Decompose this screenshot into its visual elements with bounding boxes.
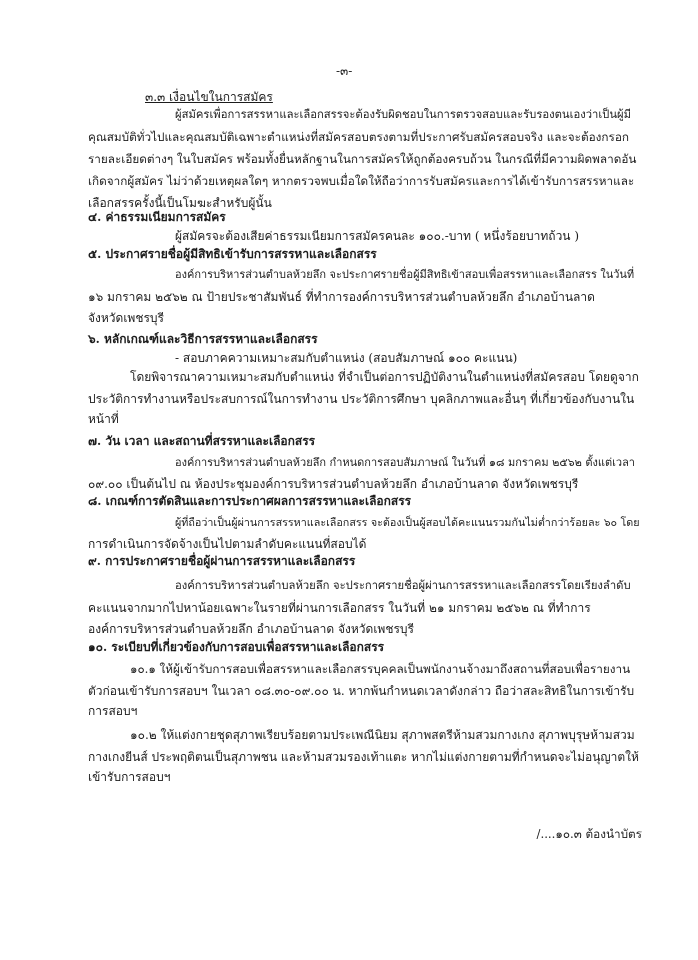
section-9-line: องค์การบริหารส่วนตำบลห้วยลึก จะประกาศรายชื่อผู้ผ่านการสรรหาและเลือกสรรโดยเรียงลำดับ [175, 579, 631, 592]
section-4-heading: ๔. ค่าธรรมเนียมการสมัคร [88, 210, 226, 224]
section-6-heading: ๖. หลักเกณฑ์และวิธีการสรรหาและเลือกสรร [88, 332, 318, 346]
section-10-1-line: การสอบฯ [88, 704, 138, 718]
section-3-3-line: เลือกสรรครั้งนี้เป็นโมฆะสำหรับผู้นั้น [88, 196, 272, 210]
section-6-line: ประวัติการทำงานหรือประสบการณ์ในการทำงาน ประวัติการศึกษา บุคลิกภาพและอื่นๆ ที่เกี่ยวข้องกับงานใน [88, 392, 635, 406]
section-8-heading: ๘. เกณฑ์การตัดสินและการประกาศผลการสรรหาและเลือกสรร [88, 494, 412, 508]
section-5-heading: ๕. ประกาศรายชื่อผู้มีสิทธิเข้ารับการสรรหาและเลือกสรร [88, 247, 377, 261]
section-9-line: องค์การบริหารส่วนตำบลห้วยลึก อำเภอบ้านลาด จังหวัดเพชรบุรี [88, 622, 414, 636]
section-5-line: ๑๖ มกราคม ๒๕๖๒ ณ ป้ายประชาสัมพันธ์ ที่ทำการองค์การบริหารส่วนตำบลห้วยลึก อำเภอบ้านลาด [88, 290, 595, 304]
section-9-line: คะแนนจากมากไปหาน้อยเฉพาะในรายที่ผ่านการเลือกสรร ในวันที่ ๒๑ มกราคม ๒๕๖๒ ณ ที่ทำการ [88, 601, 591, 615]
section-3-3-line: เกิดจากผู้สมัคร ไม่ว่าด้วยเหตุผลใดๆ หากตรวจพบเมื่อใดให้ถือว่าการรับสมัครและการได้เข้ารับการสรรหาและ [88, 174, 635, 188]
section-8-line: ผู้ที่ถือว่าเป็นผู้ผ่านการสรรหาและเลือกสรร จะต้องเป็นผู้สอบได้คะแนนรวมกันไม่ต่ำกว่าร้อยละ ๖๐ โดย [175, 516, 640, 529]
page-number: -๓- [336, 64, 353, 78]
section-3-3-line: รายละเอียดต่างๆ ในใบสมัคร พร้อมทั้งยื่นหลักฐานในการสมัครให้ถูกต้องครบถ้วน ในกรณีที่มีความผิดพลาดอัน [88, 152, 637, 166]
section-10-1-line: ตัวก่อนเข้ารับการสอบฯ ในเวลา ๐๘.๓๐-๐๙.๐๐ น. หากพ้นกำหนดเวลาดังกล่าว ถือว่าสละสิทธิในการเข้ารับ [88, 684, 635, 698]
section-10-2-line: ๑๐.๒ ให้แต่งกายชุดสุภาพเรียบร้อยตามประเพณีนิยม สุภาพสตรีห้ามสวมกางเกง สุภาพบุรุษห้ามสวม [130, 728, 635, 742]
section-9-heading: ๙. การประกาศรายชื่อผู้ผ่านการสรรหาและเลือกสรร [88, 554, 356, 568]
section-4-line: ผู้สมัครจะต้องเสียค่าธรรมเนียมการสมัครคนละ ๑๐๐.-บาท ( หนึ่งร้อยบาทถ้วน ) [175, 229, 580, 243]
section-10-2-line: กางเกงยีนส์ ประพฤติตนเป็นสุภาพชน และห้ามสวมรองเท้าแตะ หากไม่แต่งกายตามที่กำหนดจะไม่อนุญาตให้ [88, 750, 639, 764]
section-5-line: จังหวัดเพชรบุรี [88, 311, 164, 325]
section-10-2-line: เข้ารับการสอบฯ [88, 770, 171, 784]
section-3-3-line: ผู้สมัครเพื่อการสรรหาและเลือกสรรจะต้องรับผิดชอบในการตรวจสอบและรับรองตนเองว่าเป็นผู้มี [175, 108, 632, 121]
section-5-line: องค์การบริหารส่วนตำบลห้วยลึก จะประกาศรายชื่อผู้มีสิทธิเข้าสอบเพื่อสรรหาและเลือกสรร ในวันที่ [175, 268, 635, 281]
section-10-heading: ๑๐. ระเบียบที่เกี่ยวข้องกับการสอบเพื่อสรรหาและเลือกสรร [88, 640, 385, 654]
section-3-3-line: คุณสมบัติทั่วไปและคุณสมบัติเฉพาะตำแหน่งที่สมัครสอบตรงตามที่ประกาศรับสมัครสอบจริง และจะต้องกรอก [88, 130, 630, 144]
section-6-line: โดยพิจารณาความเหมาะสมกับตำแหน่ง ที่จำเป็นต่อการปฏิบัติงานในตำแหน่งที่สมัครสอบ โดยดูจาก [130, 370, 639, 384]
section-10-1-line: ๑๐.๑ ให้ผู้เข้ารับการสอบเพื่อสรรหาและเลือกสรรบุคคลเป็นพนักงานจ้างมาถึงสถานที่สอบเพื่อรายงาน [130, 662, 631, 676]
section-3-3-heading: ๓.๓ เงื่อนไขในการสมัคร [145, 90, 273, 104]
section-6-line: - สอบภาคความเหมาะสมกับตำแหน่ง (สอบสัมภาษณ์ ๑๐๐ คะแนน) [175, 351, 518, 365]
section-6-line: หน้าที่ [88, 412, 119, 426]
section-7-line: องค์การบริหารส่วนตำบลห้วยลึก กำหนดการสอบสัมภาษณ์ ในวันที่ ๑๘ มกราคม ๒๕๖๒ ตั้งแต่เวลา [175, 456, 635, 469]
section-7-line: ๐๙.๐๐ เป็นต้นไป ณ ห้องประชุมองค์การบริหารส่วนตำบลห้วยลึก อำเภอบ้านลาด จังหวัดเพชรบุรี [88, 477, 579, 491]
continuation-note: /....๑๐.๓ ต้องนำบัตร [536, 827, 642, 841]
section-8-line: การดำเนินการจัดจ้างเป็นไปตามลำดับคะแนนที่สอบได้ [88, 537, 367, 551]
section-7-heading: ๗. วัน เวลา และสถานที่สรรหาและเลือกสรร [88, 434, 316, 448]
